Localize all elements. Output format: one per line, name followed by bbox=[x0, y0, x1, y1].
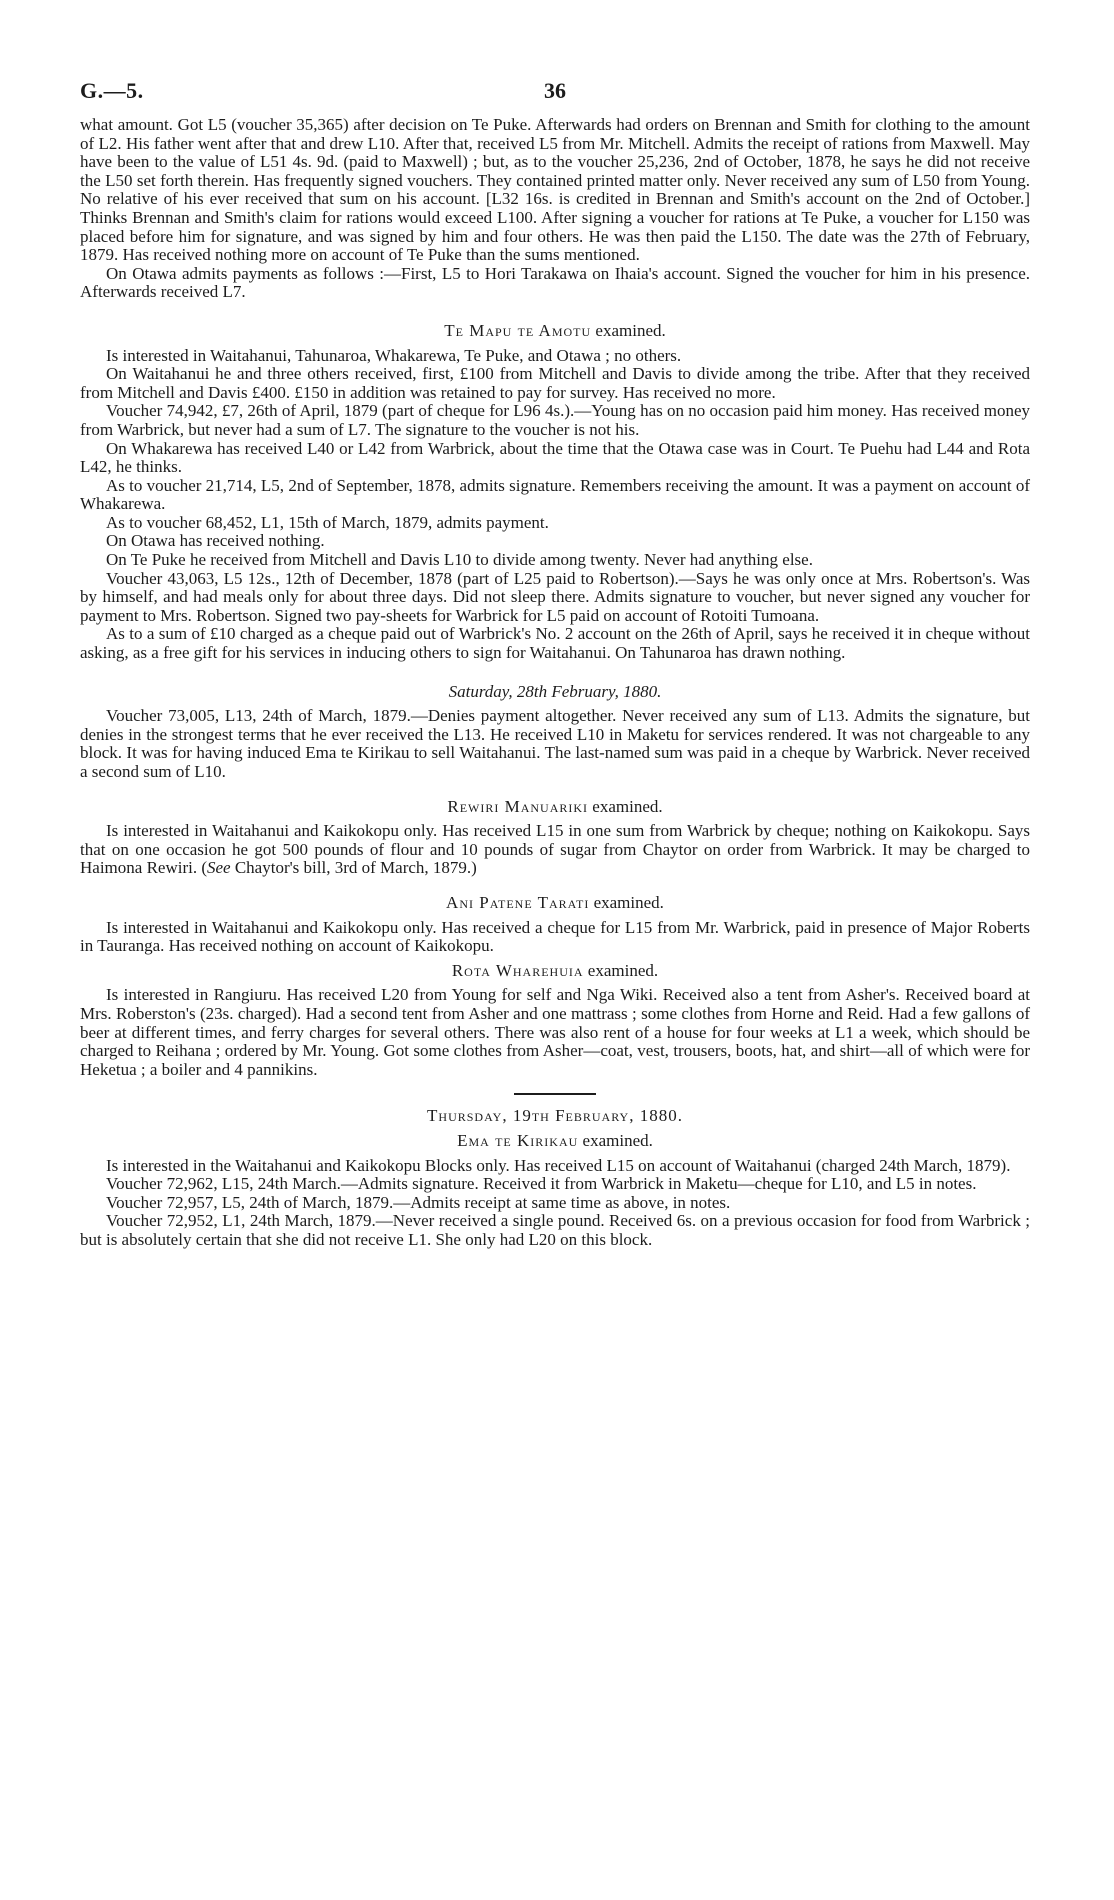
paragraph: Is interested in Waitahanui and Kaikokopu only. Has received L15 in one sum from Warbrick by cheque; nothing on Kaikokopu. Says that on one occasion he got 500 pounds of flour and 10 pounds of sugar from Chaytor on order from Warbrick. It may be charged to Haimona Rewiri. (See Chaytor's bill, 3rd of March, 1879.) bbox=[80, 821, 1030, 878]
heading-suffix: examined. bbox=[592, 796, 663, 816]
session-date: Thursday, 19th February, 1880. bbox=[427, 1106, 683, 1126]
session-date: Saturday, 28th February, 1880. bbox=[448, 681, 662, 701]
page-number: 36 bbox=[544, 78, 566, 103]
document-body bbox=[80, 116, 1030, 1249]
section-heading bbox=[80, 962, 1030, 981]
paragraph: Voucher 43,063, L5 12s., 12th of December, 1878 (part of L25 paid to Robertson).—Says he was only once at Mrs. Robertson's. Was by himself, and had meals only for about three days. Did not sleep there. Admits signature to voucher, but never signed any voucher for payment to Mrs. Robertson. Signed two pay-sheets for Warbrick for L5 paid on account of Rotoiti Tumoana. bbox=[80, 568, 1030, 625]
heading-suffix: examined. bbox=[595, 320, 666, 340]
paragraph: Is interested in Rangiuru. Has received L20 from Young for self and Nga Wiki. Received also a tent from Asher's. Received board at Mrs. Roberston's (23s. charged). Had a second tent from Asher and one mattrass ; some clothes from Horne and Reid. Had a few gallons of beer at different times, and ferry charges for several others. There was also rent of a house for four weeks at L1 a week, which should be charged to Reihana ; ordered by Mr. Young. Got some clothes from Asher—coat, vest, trousers, boots, hat, and shirt—all of which were for Heketua ; a boiler and 4 pannikins. bbox=[80, 985, 1030, 1079]
paragraph: On Waitahanui he and three others received, first, £100 from Mitchell and Davis to divide among the tribe. After that they received from Mitchell and Davis £400. £150 in addition was retained to pay for survey. Has received no more. bbox=[80, 364, 1030, 402]
paragraph: Is interested in the Waitahanui and Kaikokopu Blocks only. Has received L15 on account of Waitahanui (charged 24th March, 1879). bbox=[106, 1155, 1011, 1175]
paragraph: Voucher 72,962, L15, 24th March.—Admits signature. Received it from Warbrick in Maketu—cheque for L10, and L5 in notes. bbox=[106, 1174, 977, 1194]
paragraph: what amount. Got L5 (voucher 35,365) after decision on Te Puke. Afterwards had orders on Brennan and Smith for clothing to the amount of L2. His father went after that and drew L10. After that, received L5 from Mr. Mitchell. Admits the receipt of rations from Maxwell. May have been to the value of L51 4s. 9d. (paid to Maxwell) ; but, as to the voucher 25,236, 2nd of October, 1878, he says he did not receive the L50 set forth therein. Has frequently signed vouchers. They contained printed matter only. Never received any sum of L50 from Young. No relative of his ever received that sum on his account. [L32 16s. is credited in Brennan and Smith's account on the 2nd of October.] Thinks Brennan and Smith's claim for rations would exceed L100. After signing a voucher for rations at Te Puke, a voucher for L150 was placed before him for signature, and was signed by him and four others. He was then paid the L150. The date was the 27th of February, 1879. Has received nothing more on account of Te Puke than the sums mentioned. bbox=[80, 115, 1030, 265]
heading-suffix: examined. bbox=[587, 960, 659, 980]
section-divider bbox=[514, 1093, 596, 1095]
paragraph: Is interested in Waitahanui and Kaikokopu only. Has received a cheque for L15 from Mr. Warbrick, paid in presence of Major Roberts in Tauranga. Has received nothing on account of Kaikokopu. bbox=[80, 917, 1030, 956]
paragraph: As to a sum of £10 charged as a cheque paid out of Warbrick's No. 2 account on the 26th of April, says he received it in cheque without asking, as a free gift for his services in inducing others to sign for Waitahanui. On Tahunaroa has drawn nothing. bbox=[80, 624, 1030, 663]
witness-name: Rota Wharehuia bbox=[451, 960, 584, 980]
heading-suffix: examined. bbox=[593, 892, 664, 912]
paragraph: Voucher 72,952, L1, 24th March, 1879.—Never received a single pound. Received 6s. on a previous occasion for food from Warbrick ; but is absolutely certain that she did not receive L1. She only had L20 on this block. bbox=[80, 1211, 1030, 1249]
document-reference: G.—5. bbox=[80, 78, 144, 103]
paragraph: On Otawa has received nothing. bbox=[106, 531, 325, 551]
paragraph: On Whakarewa has received L40 or L42 from Warbrick, about the time that the Otawa case was in Court. Te Puehu had L44 and Rota L42, he thinks. bbox=[80, 438, 1030, 477]
page-header bbox=[80, 78, 1030, 104]
section-heading bbox=[80, 322, 1030, 341]
section-heading bbox=[80, 798, 1030, 817]
section-heading bbox=[80, 1132, 1030, 1151]
paragraph: On Te Puke he received from Mitchell and Davis L10 to divide among twenty. Never had anything else. bbox=[106, 550, 813, 570]
paragraph: On Otawa admits payments as follows :—First, L5 to Hori Tarakawa on Ihaia's account. Signed the voucher for him in his presence. Afterwards received L7. bbox=[80, 263, 1030, 302]
paragraph: Is interested in Waitahanui, Tahunaroa, Whakarewa, Te Puke, and Otawa ; no others. bbox=[106, 345, 682, 365]
paragraph: Voucher 74,942, £7, 26th of April, 1879 (part of cheque for L96 4s.).—Young has on no occasion paid him money. Has received money from Warbrick, but never had a sum of L7. The signature to the voucher is not his. bbox=[80, 401, 1030, 439]
witness-name: Rewiri Manuariki bbox=[447, 796, 589, 816]
witness-name: Te Mapu te Amotu bbox=[444, 320, 592, 340]
paragraph: As to voucher 21,714, L5, 2nd of September, 1878, admits signature. Remembers receiving the amount. It was a payment on account of Whakarewa. bbox=[80, 475, 1030, 514]
paragraph: As to voucher 68,452, L1, 15th of March, 1879, admits payment. bbox=[106, 512, 549, 532]
heading-suffix: examined. bbox=[582, 1130, 653, 1150]
paragraph: Voucher 73,005, L13, 24th of March, 1879.—Denies payment altogether. Never received any sum of L13. Admits the signature, but denies in the strongest terms that he ever received the L13. He received L10 in Maketu for services rendered. It was not chargeable to any block. It was for having induced Ema te Kirikau to sell Waitahanui. The last-named sum was paid in a cheque by Warbrick. Never received a second sum of L10. bbox=[80, 706, 1030, 781]
paragraph: Voucher 72,957, L5, 24th of March, 1879.—Admits receipt at same time as above, in notes. bbox=[106, 1192, 731, 1212]
witness-name: Ani Patene Tarati bbox=[446, 892, 590, 912]
section-heading bbox=[80, 894, 1030, 913]
witness-name: Ema te Kirikau bbox=[457, 1130, 579, 1150]
